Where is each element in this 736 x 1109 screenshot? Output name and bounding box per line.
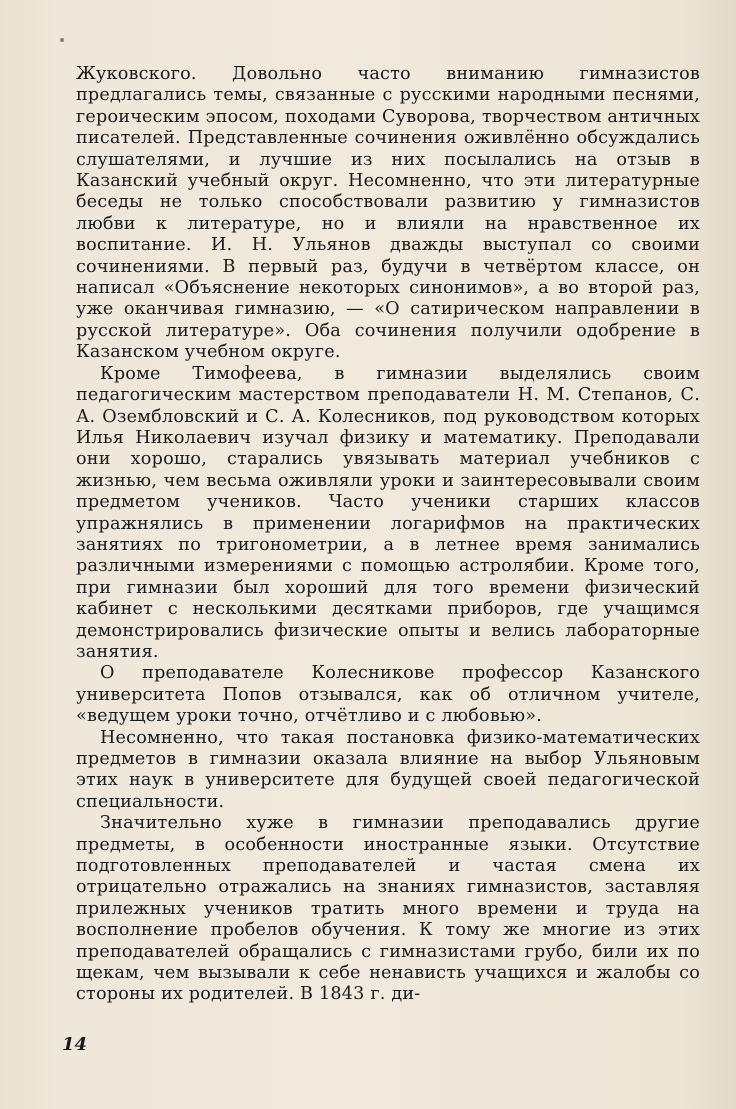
paragraph-1: Жуковского. Довольно часто вниманию гимназистов предлагались темы, связанные с русскими народными песнями, героическим эпосом, походами Суворова, творчеством античных писателей. Представленные сочинения оживлённо обсуждались слушателями, и лучшие из них посылались на отзыв в Казанский учебный округ. Несомненно, что эти литературные беседы не только способствовали развитию у гимназистов любви к литературе, но и влияли на нравственное их воспитание. И. Н. Ульянов дважды выступал со своими сочинениями. В первый раз, будучи в четвёртом классе, он написал «Объяснение некоторых синонимов», а во второй раз, уже оканчивая гимназию, — «О сатирическом направлении в русской литературе». Оба сочинения получили одобрение в Казанском учебном округе. xyxy=(76,64,700,363)
body-text xyxy=(76,64,700,1006)
paragraph-4: Несомненно, что такая постановка физико-математических предметов в гимназии оказала влияние на выбор Ульяновым этих наук в университете для будущей своей педагогической специальности. xyxy=(76,727,700,812)
page-number: 14 xyxy=(62,1034,88,1055)
paragraph-3: О преподавателе Колесникове профессор Казанского университета Попов отзывался, как об отличном учителе, «ведущем уроки точно, отчётливо и с любовью». xyxy=(76,663,700,727)
paragraph-5: Значительно хуже в гимназии преподавались другие предметы, в особенности иностранные языки. Отсутствие подготовленных преподавателей и частая смена их отрицательно отражались на знаниях гимназистов, заставляя прилежных учеников тратить много времени и труда на восполнение пробелов обучения. К тому же многие из этих преподавателей обращались с гимназистами грубо, били их по щекам, чем вызывали к себе ненависть учащихся и жалобы со стороны их родителей. В 1843 г. ди- xyxy=(76,813,700,1005)
print-speck xyxy=(60,38,64,42)
paragraph-2: Кроме Тимофеева, в гимназии выделялись своим педагогическим мастерством преподаватели Н. М. Степанов, С. А. Озембловский и С. А. Колесников, под руководством которых Илья Николаевич изучал физику и математику. Преподавали они хорошо, старались увязывать материал учебников с жизнью, чем весьма оживляли уроки и заинтересовывали своим предметом учеников. Часто ученики старших классов упражнялись в применении логарифмов на практических занятиях по тригонометрии, а в летнее время занимались различными измерениями с помощью астролябии. Кроме того, при гимназии был хороший для того времени физический кабинет с несколькими десятками приборов, где учащимся демонстрировались физические опыты и велись лабораторные занятия. xyxy=(76,363,700,662)
